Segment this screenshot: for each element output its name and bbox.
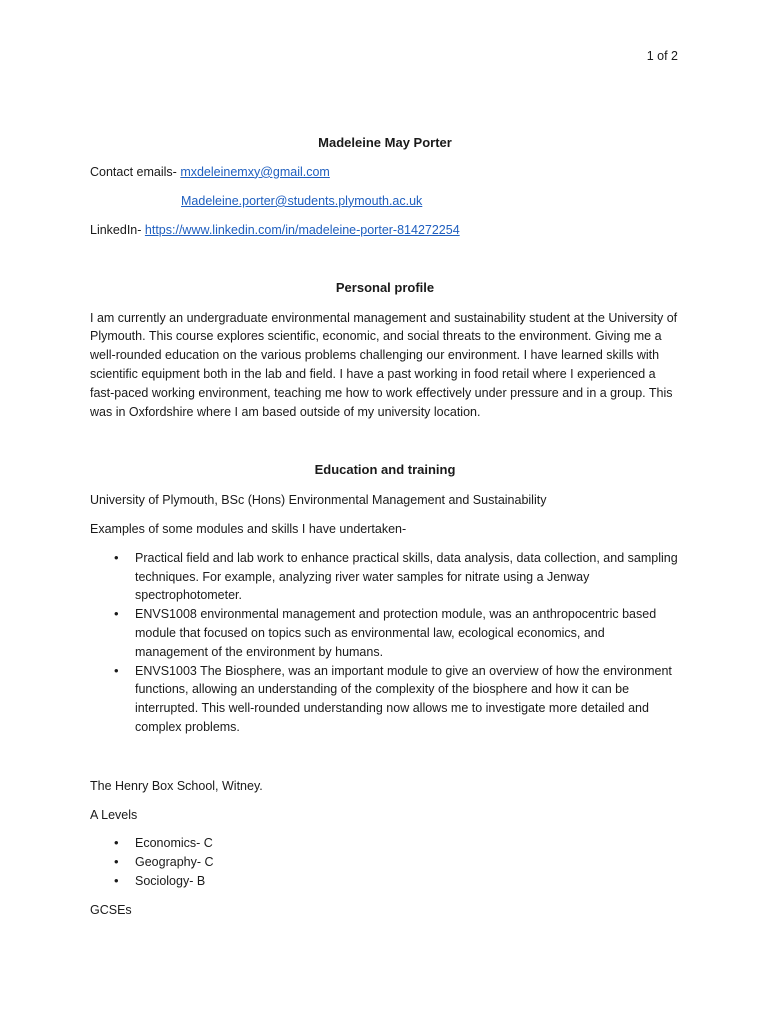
- contact-emails-line: [90, 163, 680, 182]
- list-item: • Geography- C: [90, 853, 680, 872]
- linkedin-link[interactable]: https://www.linkedin.com/in/madeleine-porter-814272254: [144, 222, 460, 237]
- a-levels-label: A Levels: [90, 807, 138, 822]
- linkedin-line: [90, 221, 680, 240]
- email-link-student[interactable]: Madeleine.porter@students.plymouth.ac.uk: [181, 193, 423, 208]
- education-heading: Education and training: [314, 462, 456, 478]
- modules-list: [90, 549, 680, 737]
- list-item: • Practical field and lab work to enhance practical skills, data analysis, data collection, and sampling techniques. For example, analyzing river water samples for nitrate using a Jenway spectrophotometer.: [90, 549, 680, 605]
- modules-intro: Examples of some modules and skills I have undertaken-: [90, 521, 407, 536]
- school-line: The Henry Box School, Witney.: [90, 778, 263, 793]
- page-number: 1 of 2: [646, 49, 678, 63]
- linkedin-label: LinkedIn-: [90, 222, 145, 237]
- list-item: • ENVS1003 The Biosphere, was an important module to give an overview of how the environment functions, allowing an understanding of the complexity of the biosphere and how it can be interrupted. This well-rounded understanding now allows me to investigate more detailed and complex problems.: [90, 662, 680, 737]
- contact-email-2-line: [90, 192, 680, 211]
- email-link-personal[interactable]: mxdeleinemxy@gmail.com: [180, 164, 330, 179]
- document-content: [90, 134, 680, 920]
- gcses-label: GCSEs: [90, 902, 132, 917]
- list-item: • ENVS1008 environmental management and protection module, was an anthropocentric based module that focused on topics such as environmental law, ecological economics, and management of the environment by humans.: [90, 605, 680, 661]
- list-item: • Sociology- B: [90, 872, 680, 891]
- contact-emails-label: Contact emails-: [90, 164, 181, 179]
- personal-profile-heading: Personal profile: [335, 279, 435, 295]
- a-levels-list: [90, 834, 680, 890]
- list-item: • Economics- C: [90, 834, 680, 853]
- personal-profile-text: I am currently an undergraduate environmental management and sustainability student at the University of Plymouth. This course explores scientific, economic, and social threats to the environment. Giving me a well-rounded education on the various problems challenging our environment. I have learned skills with scientific equipment both in the lab and field. I have a past working in food retail where I experienced a fast-paced working environment, teaching me how to work effectively under pressure and in a group. This was in Oxfordshire where I am based outside of my university location.: [90, 310, 678, 419]
- university-line: University of Plymouth, BSc (Hons) Environmental Management and Sustainability: [90, 493, 547, 508]
- applicant-name: Madeleine May Porter: [318, 135, 452, 150]
